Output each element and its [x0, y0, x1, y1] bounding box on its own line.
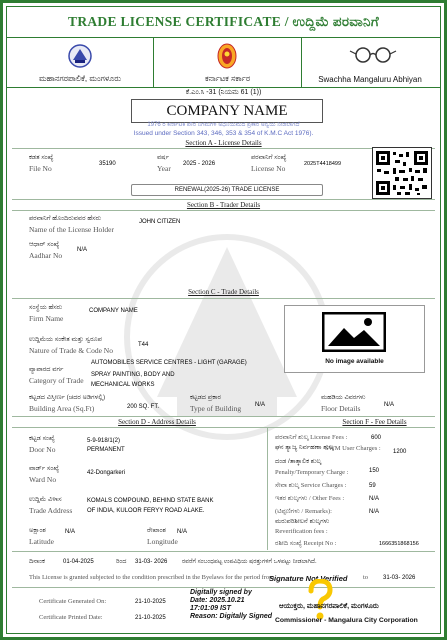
section-c-rule: [12, 298, 435, 299]
ward-value: 42-Dongarkeri: [87, 470, 126, 476]
firm-label-kannada: ಸಂಸ್ಥೆಯ ಹೆಸರು: [29, 304, 63, 311]
address-label: Trade Address: [29, 506, 73, 515]
commissioner-title-kannada: ಆಯುಕ್ತರು, ಮಹಾನಗರಪಾಲಿಕೆ, ಮಂಗಳೂರು: [279, 603, 379, 610]
year-value: 2025 - 2026: [183, 161, 216, 167]
penalty-value: 150: [369, 468, 380, 474]
printed-date-label: Certificate Printed Date:: [39, 614, 103, 621]
door-value-1: 5-9-918/1(2): [87, 438, 121, 444]
certificate-inner-frame: [6, 6, 441, 634]
file-no-label-kannada: ಕಡತ ಸಂಖ್ಯೆ: [29, 154, 54, 161]
trade-photo-placeholder: [284, 305, 425, 373]
header-center-cell: [153, 37, 302, 88]
validity-upto-value: 31-03- 2026: [135, 559, 168, 565]
no-image-label: No image available: [325, 358, 384, 365]
aadhar-value: N/A: [77, 247, 88, 253]
license-no-value: 2025T4418499: [304, 161, 342, 167]
file-no-label: File No: [29, 164, 52, 173]
license-fee-value: 600: [371, 435, 382, 441]
company-name-box: [131, 99, 323, 123]
section-a-heading: Section A - License Details: [185, 139, 262, 147]
footer-top-rule: [12, 587, 435, 588]
category-line-1: AUTOMOBILES SERVICE CENTRES - LIGHT (GARAGE): [91, 360, 247, 366]
door-label: Door No: [29, 445, 56, 454]
swachh-bharat-spectacles-icon: [348, 45, 398, 65]
floor-value: N/A: [384, 402, 395, 408]
license-fee-label: ಪರವಾನಿಗೆ ಶುಲ್ಕ License Fees :: [275, 434, 348, 441]
section-b-heading: Section B - Trader Details: [186, 201, 261, 209]
certificate-title: TRADE LICENSE CERTIFICATE / ಉದ್ದಿಮೆ ಪರವಾನಿಗೆ: [68, 14, 379, 29]
type-label: Type of Building: [190, 404, 242, 413]
license-no-label-kannada: ಪರವಾನಿಗೆ ಸಂಖ್ಯೆ: [251, 154, 287, 161]
holder-label-kannada: ಪರವಾನಿಗೆ ಹೊಂದಿರುವವರ ಹೆಸರು: [29, 215, 102, 222]
type-label-kannada: ಕಟ್ಟಡದ ಪ್ರಕಾರ: [190, 394, 221, 401]
remarks-value: N/A: [369, 509, 380, 515]
validity-top-rule: [12, 551, 435, 552]
company-name: COMPANY NAME: [166, 102, 288, 119]
qr-code-icon: [372, 147, 432, 199]
service-charge-label: ಸೇವಾ ಶುಲ್ಕ Service Charges :: [275, 482, 347, 489]
validity-from-value: 01-04-2025: [63, 559, 94, 565]
area-value: 200 SQ. FT.: [127, 404, 160, 410]
validity-to-word: to: [363, 574, 369, 581]
section-d-heading: Section D - Address Details: [118, 418, 196, 426]
header-center-label: ಕರ್ನಾಟಕ ಸರ್ಕಾರ: [204, 74, 251, 83]
year-label-kannada: ವರ್ಷ: [157, 154, 169, 161]
city-corporation-emblem-icon: [67, 43, 93, 69]
aadhar-label-kannada: ಆಧಾರ್ ಸಂಖ್ಯೆ: [29, 241, 60, 248]
ward-label-kannada: ವಾರ್ಡ್ ಸಂಖ್ಯೆ: [29, 465, 60, 472]
remarks-label: (ಟಿಪ್ಪಣಿಗಳು / Remarks):: [275, 508, 332, 515]
section-e-heading: Section F - Fee Details: [342, 418, 407, 426]
commissioner-title: Commissioner - Mangalura City Corporation: [275, 617, 418, 624]
firm-value: COMPANY NAME: [89, 308, 138, 314]
longitude-value: N/A: [177, 529, 188, 535]
license-no-label: License No: [251, 164, 286, 173]
other-fees-value: N/A: [369, 496, 380, 502]
door-value-2: PERMANENT: [87, 447, 125, 453]
penalty-label: Penalty/Temporary Charge :: [275, 469, 349, 476]
latitude-value: N/A: [65, 529, 76, 535]
signature-unverified-question-icon: [305, 579, 335, 621]
swm-value: 1200: [393, 449, 407, 455]
year-label: Year: [157, 164, 171, 173]
address-line-1: KOMALS COMPOUND, BEHIND STATE BANK: [87, 498, 214, 504]
renewal-banner: RENEWAL(2025-26) TRADE LICENSE: [131, 184, 323, 196]
longitude-label: Longitude: [147, 537, 178, 546]
address-line-2: OF INDIA, KULOOR FERYY ROAD ALAKE.: [87, 508, 205, 514]
firm-label: Firm Name: [29, 314, 64, 323]
digital-signature-line-2: Date: 2025.10.21: [190, 597, 245, 604]
longitude-label-kannada: ರೇಖಾಂಶ: [147, 527, 167, 534]
validity-to-date: 31-03- 2026: [383, 575, 416, 581]
digital-signature-line-1: Digitally signed by: [190, 589, 252, 596]
section-divider: [267, 428, 268, 550]
category-line-3: MECHANICAL WORKS: [91, 382, 155, 388]
penalty-label-kannada: ದಂಡ /ತಾತ್ಕಾಲಿಕ ಶುಲ್ಕ: [275, 458, 322, 465]
receipt-label: ರಶೀದಿ ಸಂಖ್ಯೆ Receipt No :: [275, 540, 337, 547]
type-value: N/A: [255, 402, 266, 408]
signature-status: Signature Not Verified: [269, 574, 348, 583]
nature-label-kannada: ಉದ್ದಿಮೆಯ ಸಂಕೇತ ಮತ್ತು ಸ್ವರೂಪ: [29, 336, 102, 343]
printed-date-value: 21-10-2025: [135, 615, 166, 621]
nature-value: T44: [138, 342, 149, 348]
category-label-kannada: ವ್ಯಾಪಾರದ ವರ್ಗ: [29, 366, 64, 373]
ward-label: Ward No: [29, 475, 57, 484]
latitude-label-kannada: ಅಕ್ಷಾಂಶ: [29, 527, 46, 534]
category-label: Category of Trade: [29, 376, 84, 385]
form-reference: ಕೆ.ಎಂ.ಸಿ -31 (ನಿಯಮ 61 (1)): [185, 89, 262, 96]
digital-signature-block: [190, 589, 272, 621]
validity-english-text: This License is granted subjected to the condition prescribed in the Byelaws for the period from: [29, 574, 275, 581]
header-right-cell: [300, 37, 440, 88]
file-no-value: 35190: [99, 161, 116, 167]
validity-kannada-text: ರವರೆಗೆ ಸಂಬಂಧಪಟ್ಟ ಉಪವಿಧಿಯ ಷರತ್ತುಗಳಿಗೆ ಒಳಪಟ್ಟು ನೀಡಲಾಗಿದೆ.: [182, 559, 317, 565]
issue-note-kannada: 1976 ರ ಕರ್ನಾಟಕ ಪೌರ ನಿಗಮಗಳ ಅಧಿನಿಯಮದ ಪ್ರಕಾರ ಅನ್ವಯ ನೀಡಲಾಗಿದೆ: [147, 122, 300, 128]
digital-signature-line-4: Reason: Digitally Signed: [190, 613, 273, 620]
holder-value: JOHN CITIZEN: [139, 219, 181, 225]
karnataka-emblem-icon: [214, 42, 240, 70]
issue-note: Issued under Section 343, 346, 353 & 354 of K.M.C Act 1976).: [133, 130, 314, 137]
reverification-label: Reverification fees :: [275, 528, 328, 535]
section-d-top-rule: [12, 416, 435, 417]
header-left-cell: [7, 37, 153, 88]
digital-signature-line-3: 17:01:09 IST: [190, 605, 231, 612]
header-left-label: ಮಹಾನಗರಪಾಲಿಕೆ, ಮಂಗಳೂರು: [38, 74, 122, 83]
category-line-2: SPRAY PAINTING, BODY AND: [91, 372, 175, 378]
reverification-label-kannada: ಮರುಪರಿಶೀಲನೆ ಶುಲ್ಕಗಳು: [275, 518, 330, 525]
swm-label: SWM User Charges :: [325, 445, 381, 452]
address-label-kannada: ಉದ್ದಿಮೆ ವಿಳಾಸ: [29, 496, 62, 503]
validity-upto-label-kannada: ರಿಂದ: [116, 558, 127, 565]
aadhar-label: Aadhar No: [29, 251, 63, 260]
generated-on-label: Certificate Generated On:: [39, 598, 107, 605]
floor-label: Floor Details: [321, 404, 361, 413]
generated-on-value: 21-10-2025: [135, 599, 166, 605]
section-c-heading: Section C - Trade Details: [188, 288, 259, 296]
section-b-top-rule: [12, 199, 435, 200]
nature-label: Nature of Trade & Code No: [29, 346, 113, 355]
swm-label-kannada: ಘನ ತ್ಯಾಜ್ಯ ನಿರ್ವಹಣಾ ಶುಲ್ಕ: [275, 444, 334, 451]
section-d-rule: [12, 427, 435, 428]
area-label: Building Area (Sq.Ft): [29, 404, 95, 413]
area-label-kannada: ಕಟ್ಟಡದ ವಿಸ್ತೀರ್ಣ (ಚದರ ಅಡಿಗಳಲ್ಲಿ): [29, 394, 106, 401]
door-label-kannada: ಕಟ್ಟಡ ಸಂಖ್ಯೆ: [29, 435, 55, 442]
service-charge-value: 59: [369, 483, 376, 489]
latitude-label: Latitude: [29, 537, 54, 546]
title-bar: [7, 7, 440, 38]
holder-label: Name of the License Holder: [29, 225, 114, 234]
floor-label-kannada: ಮಹಡಿಯ ವಿವರಗಳು: [321, 394, 366, 401]
header-right-label: Swachha Mangaluru Abhiyan: [318, 75, 422, 84]
receipt-value: 1666351868156: [379, 541, 419, 547]
no-image-icon: [322, 312, 386, 352]
validity-date-label-kannada: ದಿನಾಂಕ: [29, 558, 45, 565]
other-fees-label: ಇತರ ಶುಲ್ಕಗಳು / Other Fees :: [275, 495, 345, 502]
